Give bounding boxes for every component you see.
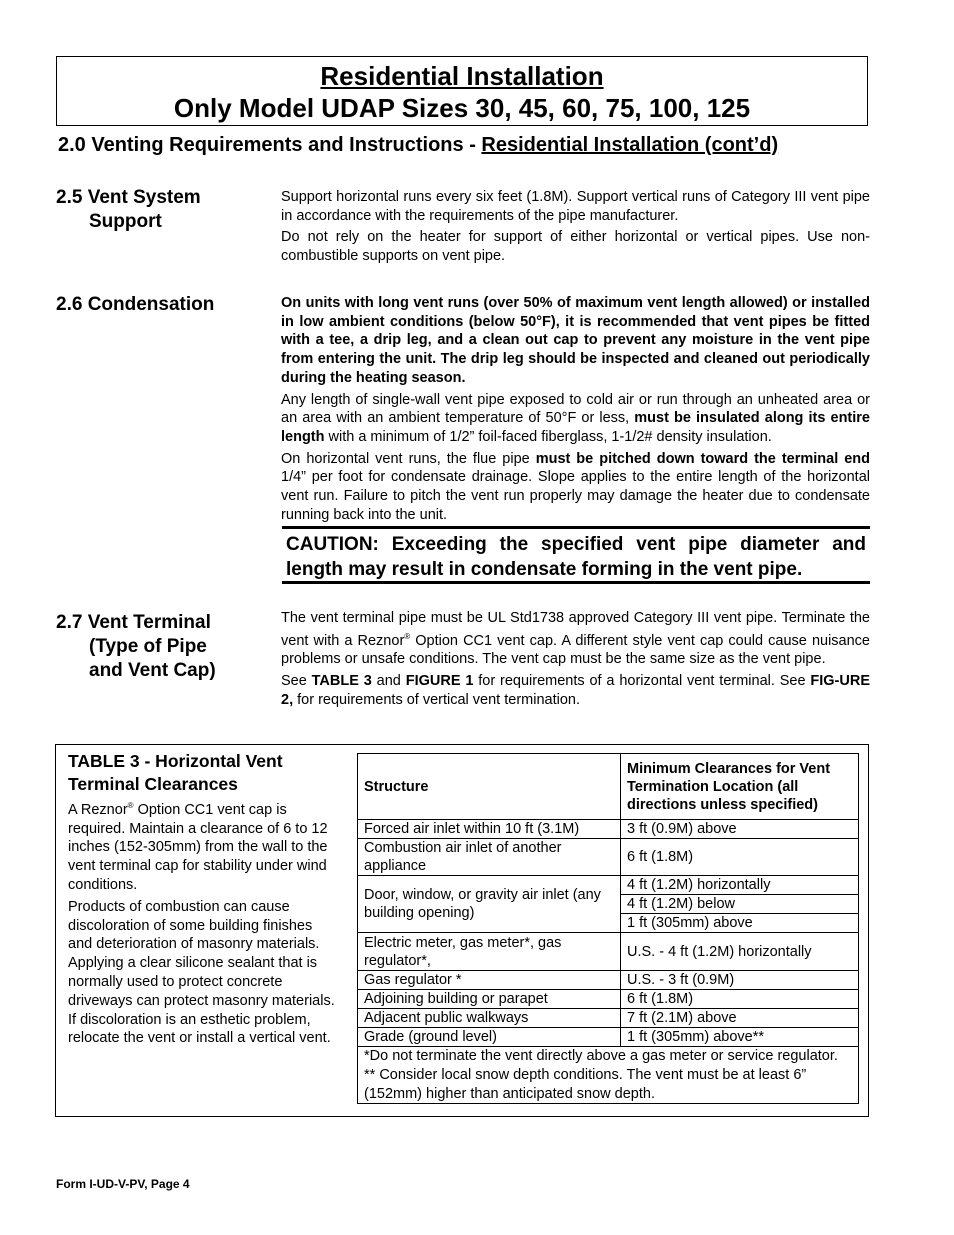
heading-2-7-line2: (Type of Pipe (89, 636, 207, 657)
footnote-row (358, 1047, 859, 1104)
heading-2-7 (56, 611, 216, 683)
section-heading-underlined: Residential Installation (cont’d) (481, 134, 779, 156)
heading-2-7-line3: and Vent Cap) (89, 660, 216, 681)
clearance-cell: U.S. - 4 ft (1.2M) horizontally (621, 933, 859, 971)
paragraph (281, 672, 870, 709)
text: with a minimum of 1/2” foil-faced fiberglass, 1-1/2# density insulation. (324, 428, 772, 445)
page-title-line1: Residential Installation (320, 61, 604, 91)
text: On horizontal vent runs, the flue pipe (281, 450, 536, 467)
text: See (281, 672, 312, 689)
page-footer: Form I-UD-V-PV, Page 4 (56, 1177, 190, 1191)
table-row (358, 820, 859, 839)
footnote-2: ** Consider local snow depth conditions. The vent must be at least 6” (152mm) higher than anticipated snow depth. (364, 1066, 807, 1102)
structure-cell: Grade (ground level) (358, 1028, 621, 1047)
section-heading-prefix: 2.0 Venting Requirements and Instructions - (58, 134, 482, 156)
text: 1/4” per foot for condensate drainage. Slope applies to the entire length of the horizontal vent run. Failure to pitch the vent run properly may damage the heater due to condensate running back into the unit. (281, 469, 870, 523)
registered-mark: ® (127, 801, 134, 810)
table-row (358, 876, 859, 895)
column-header-clearance: Minimum Clearances for Vent Termination Location (all directions unless specified) (621, 754, 859, 820)
clearance-cell: 4 ft (1.2M) below (621, 895, 859, 914)
table-row (358, 990, 859, 1009)
text: Option CC1 vent cap is required. Maintain a clearance of 6 to 12 inches (152-305mm) from the wall to the vent terminal cap for stability under wind conditions. (68, 801, 328, 894)
clearances-table (357, 753, 859, 1104)
footnote-1: *Do not terminate the vent directly above a gas meter or service regulator. (364, 1048, 838, 1064)
paragraph: Support horizontal runs every six feet (1.8M). Support vertical runs of Category III vent pipe in accordance with the requirements of the pipe manufacturer. (281, 189, 870, 224)
paragraph (281, 450, 870, 525)
heading-2-6 (56, 293, 214, 317)
table-header-row (358, 754, 859, 820)
paragraph (281, 391, 870, 447)
table-3-title-line2: Terminal Clearances (68, 774, 238, 794)
table-3-ref: TABLE 3 (311, 672, 372, 689)
heading-2-7-line1: 2.7 Vent Terminal (56, 612, 211, 633)
structure-cell: Adjacent public walkways (358, 1009, 621, 1028)
structure-cell: Electric meter, gas meter*, gas regulator*, (358, 933, 621, 971)
footnote-cell (358, 1047, 859, 1104)
text-bold: must be insulated along its entire length (281, 410, 870, 445)
section-2-6-body (281, 294, 870, 527)
title-box (56, 56, 868, 126)
paragraph (68, 797, 336, 895)
text: for requirements of a horizontal vent terminal. See (473, 672, 811, 689)
table-3-title-line1: TABLE 3 - Horizontal Vent (68, 751, 283, 771)
structure-cell: Forced air inlet within 10 ft (3.1M) (358, 820, 621, 839)
paragraph-bold: On units with long vent runs (over 50% of maximum vent length allowed) or installed in low ambient conditions (below 50°F), it is recommended that vent pipes be fitted with a tee, a drip leg, and a clean out cap to prevent any moisture in the vent pipe from entering the unit. The drip leg should be inspected and cleaned out periodically during the heating season. (281, 295, 870, 386)
registered-mark: ® (404, 631, 411, 641)
table-row (358, 1028, 859, 1047)
clearance-cell: 1 ft (305mm) above** (621, 1028, 859, 1047)
text: and (371, 672, 406, 689)
text: A Reznor (68, 801, 128, 818)
clearance-cell: 3 ft (0.9M) above (621, 820, 859, 839)
section-2-7-body (281, 609, 870, 712)
table-row (358, 933, 859, 971)
text: Any length of single-wall vent pipe exposed to cold air or run through an unheated area or an area with an ambient temperature of 50°F or less, (281, 391, 870, 427)
heading-2-5-line2: Support (89, 211, 162, 232)
figure-2-ref: FIG-URE 2, (281, 672, 870, 708)
structure-cell: Combustion air inlet of another appliance (358, 839, 621, 876)
table-row (358, 971, 859, 990)
table-3-description (68, 797, 336, 1051)
clearance-cell: 1 ft (305mm) above (621, 914, 859, 933)
page-title-line2: Only Model UDAP Sizes 30, 45, 60, 75, 100, 125 (173, 93, 751, 123)
table-row (358, 1009, 859, 1028)
caution-box: CAUTION: Exceeding the specified vent pipe diameter and length may result in condensate forming in the vent pipe. (282, 526, 870, 584)
clearance-cell: 6 ft (1.8M) (621, 990, 859, 1009)
table-3-title (68, 750, 283, 796)
text-bold: must be pitched down toward the terminal end (535, 450, 870, 467)
text: Option CC1 vent cap. A different style vent cap could cause nuisance problems or unsafe conditions. The vent cap must be the same size as the vent pipe. (281, 632, 870, 668)
paragraph (281, 609, 870, 669)
table-3-box (55, 744, 869, 1117)
paragraph: Products of combustion can cause discoloration of some building finishes and deterioration of masonry materials. Applying a clear silicone sealant that is normally used to protect concrete driveways can protect masonry materials. If discoloration is an esthetic problem, relocate the vent or install a vertical vent. (68, 898, 335, 1047)
structure-cell: Adjoining building or parapet (358, 990, 621, 1009)
clearance-cell: 6 ft (1.8M) (621, 839, 859, 876)
clearance-cell: U.S. - 3 ft (0.9M) (621, 971, 859, 990)
section-heading (58, 134, 778, 157)
clearance-cell: 7 ft (2.1M) above (621, 1009, 859, 1028)
text: for requirements of vertical vent termination. (293, 691, 580, 708)
heading-2-5 (56, 186, 201, 234)
heading-2-6-line1: 2.6 Condensation (56, 294, 215, 315)
figure-1-ref: FIGURE 1 (405, 672, 474, 689)
heading-2-5-line1: 2.5 Vent System (56, 187, 201, 208)
column-header-structure: Structure (358, 754, 621, 820)
structure-cell: Gas regulator * (358, 971, 621, 990)
paragraph: Do not rely on the heater for support of either horizontal or vertical pipes. Use non-combustible supports on vent pipe. (281, 229, 870, 265)
structure-cell: Door, window, or gravity air inlet (any building opening) (358, 876, 621, 933)
section-2-5-body (281, 188, 870, 269)
table-row (358, 839, 859, 876)
clearance-cell: 4 ft (1.2M) horizontally (621, 876, 859, 895)
text: The vent terminal pipe must be UL Std1738 approved Category III vent pipe. Terminate the vent with a Reznor (281, 610, 870, 649)
